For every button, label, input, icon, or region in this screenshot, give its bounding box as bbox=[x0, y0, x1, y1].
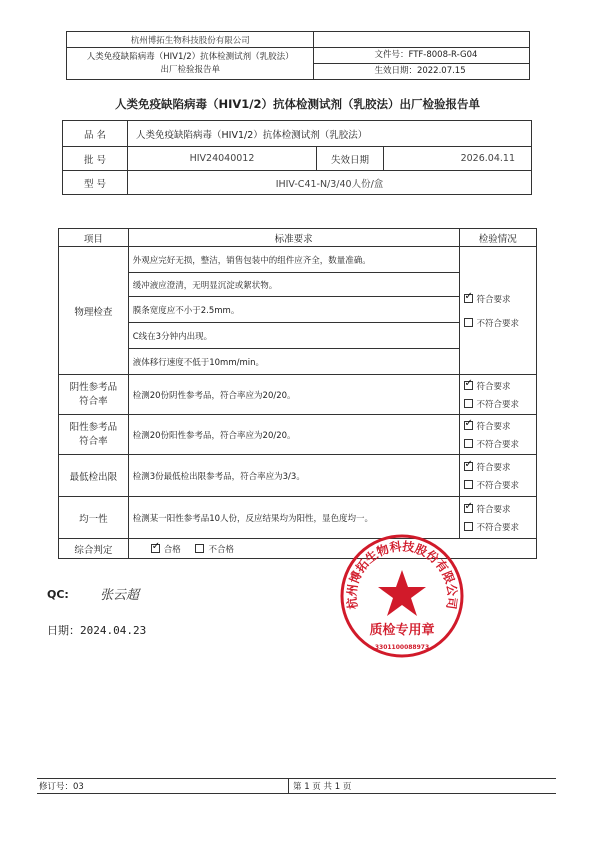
fail-option[interactable]: 不符合要求 bbox=[464, 479, 535, 491]
checkbox-checked-icon[interactable] bbox=[464, 381, 473, 390]
standard-row: C线在3分钟内出现。 bbox=[128, 323, 459, 349]
doc-title-line2: 出厂检验报告单 bbox=[160, 64, 220, 75]
model-label: 型 号 bbox=[63, 171, 128, 195]
pass-option[interactable]: ✓符合要求 bbox=[464, 461, 535, 473]
overall-pass-option[interactable]: ✓ 合格 bbox=[151, 545, 181, 555]
fail-option[interactable]: 不符合要求 bbox=[464, 521, 535, 533]
item-detection-limit: 最低检出限 bbox=[59, 455, 129, 497]
main-title: 人类免疫缺陷病毒（HIV1/2）抗体检测试剂（乳胶法）出厂检验报告单 bbox=[114, 97, 480, 111]
overall-fail-option[interactable]: 不合格 bbox=[195, 545, 234, 555]
revision-number: 修订号：03 bbox=[39, 782, 84, 792]
checkbox-checked-icon[interactable] bbox=[464, 462, 473, 471]
qc-label: QC: bbox=[47, 588, 69, 601]
item-negative-reference: 阴性参考品符合率 bbox=[59, 375, 129, 415]
product-name-value: 人类免疫缺陷病毒（HIV1/2）抗体检测试剂（乳胶法） bbox=[128, 121, 532, 147]
col-header-item: 项目 bbox=[59, 229, 129, 247]
result-physical-check bbox=[459, 247, 536, 375]
overall-label: 综合判定 bbox=[59, 539, 129, 559]
pass-option[interactable]: ✓符合要求 bbox=[464, 293, 535, 305]
date-label: 日期： bbox=[47, 624, 80, 637]
standard-row: 检测某一阳性参考品10人份，反应结果均为阳性，显色度均一。 bbox=[128, 497, 459, 539]
standard-row: 外观应完好无损，整洁，销售包装中的组件应齐全，数量准确。 bbox=[128, 247, 459, 273]
checkbox-empty-icon[interactable] bbox=[464, 399, 473, 408]
checkbox-checked-icon[interactable] bbox=[464, 294, 473, 303]
footer-divider bbox=[288, 779, 289, 793]
item-positive-reference: 阳性参考品符合率 bbox=[59, 415, 129, 455]
checkbox-checked-icon[interactable] bbox=[151, 544, 160, 553]
fail-option[interactable]: 不符合要求 bbox=[464, 438, 535, 450]
standard-row: 膜条宽度应不小于2.5mm。 bbox=[128, 297, 459, 323]
effective-date: 生效日期：2022.07.15 bbox=[374, 66, 466, 76]
expiry-value: 2026.04.11 bbox=[384, 147, 532, 171]
standard-row: 液体移行速度不低于10mm/min。 bbox=[128, 349, 459, 375]
inspection-table bbox=[58, 228, 537, 559]
fail-option[interactable]: 不符合要求 bbox=[464, 398, 535, 410]
result-uniformity bbox=[459, 497, 536, 539]
stamp-company-ring-text: 杭州博拓生物科技股份有限公司 bbox=[344, 539, 460, 611]
company-name: 杭州博拓生物科技股份有限公司 bbox=[67, 32, 314, 48]
batch-value: HIV24040012 bbox=[128, 147, 317, 171]
fail-option[interactable]: 不符合要求 bbox=[464, 317, 535, 329]
checkbox-empty-icon[interactable] bbox=[195, 544, 204, 553]
pass-option[interactable]: ✓符合要求 bbox=[464, 380, 535, 392]
checkbox-empty-icon[interactable] bbox=[464, 318, 473, 327]
stamp-number: 3301100088973 bbox=[374, 644, 430, 651]
footer-bar bbox=[37, 778, 556, 794]
checkbox-empty-icon[interactable] bbox=[464, 522, 473, 531]
model-value: IHIV-C41-N/3/40人份/盒 bbox=[128, 171, 532, 195]
result-negative-reference bbox=[459, 375, 536, 415]
item-uniformity: 均一性 bbox=[59, 497, 129, 539]
col-header-standard: 标准要求 bbox=[128, 229, 459, 247]
expiry-label: 失效日期 bbox=[317, 147, 384, 171]
quality-inspection-stamp bbox=[338, 532, 466, 660]
page-number: 第 1 页 共 1 页 bbox=[293, 782, 352, 792]
standard-row: 检测20份阳性参考品，符合率应为20/20。 bbox=[128, 415, 459, 455]
pass-option[interactable]: ✓符合要求 bbox=[464, 503, 535, 515]
result-positive-reference bbox=[459, 415, 536, 455]
file-number: 文件号：FTF-8008-R-G04 bbox=[314, 48, 529, 64]
batch-label: 批 号 bbox=[63, 147, 128, 171]
doc-title bbox=[67, 48, 314, 80]
standard-row: 检测3份最低检出限参考品，符合率应为3/3。 bbox=[128, 455, 459, 497]
star-icon bbox=[378, 570, 426, 616]
doc-title-line1: 人类免疫缺陷病毒（HIV1/2）抗体检测试剂（乳胶法） bbox=[86, 51, 294, 62]
standard-row: 缓冲液应澄清，无明显沉淀或絮状物。 bbox=[128, 273, 459, 297]
product-name-label: 品 名 bbox=[63, 121, 128, 147]
qc-signature: 张云超 bbox=[100, 588, 140, 603]
checkbox-checked-icon[interactable] bbox=[464, 421, 473, 430]
product-info-table bbox=[62, 120, 532, 195]
date-line bbox=[47, 622, 146, 638]
overall-judgement bbox=[128, 539, 536, 559]
checkbox-empty-icon[interactable] bbox=[464, 480, 473, 489]
col-header-result: 检验情况 bbox=[459, 229, 536, 247]
checkbox-checked-icon[interactable] bbox=[464, 504, 473, 513]
result-detection-limit bbox=[459, 455, 536, 497]
item-physical-check: 物理检查 bbox=[59, 247, 129, 375]
standard-row: 检测20份阴性参考品，符合率应为20/20。 bbox=[128, 375, 459, 415]
date-value: 2024.04.23 bbox=[80, 624, 147, 637]
checkbox-empty-icon[interactable] bbox=[464, 439, 473, 448]
stamp-center-text: 质检专用章 bbox=[369, 623, 435, 638]
pass-option[interactable]: ✓符合要求 bbox=[464, 420, 535, 432]
header-table bbox=[66, 31, 530, 80]
